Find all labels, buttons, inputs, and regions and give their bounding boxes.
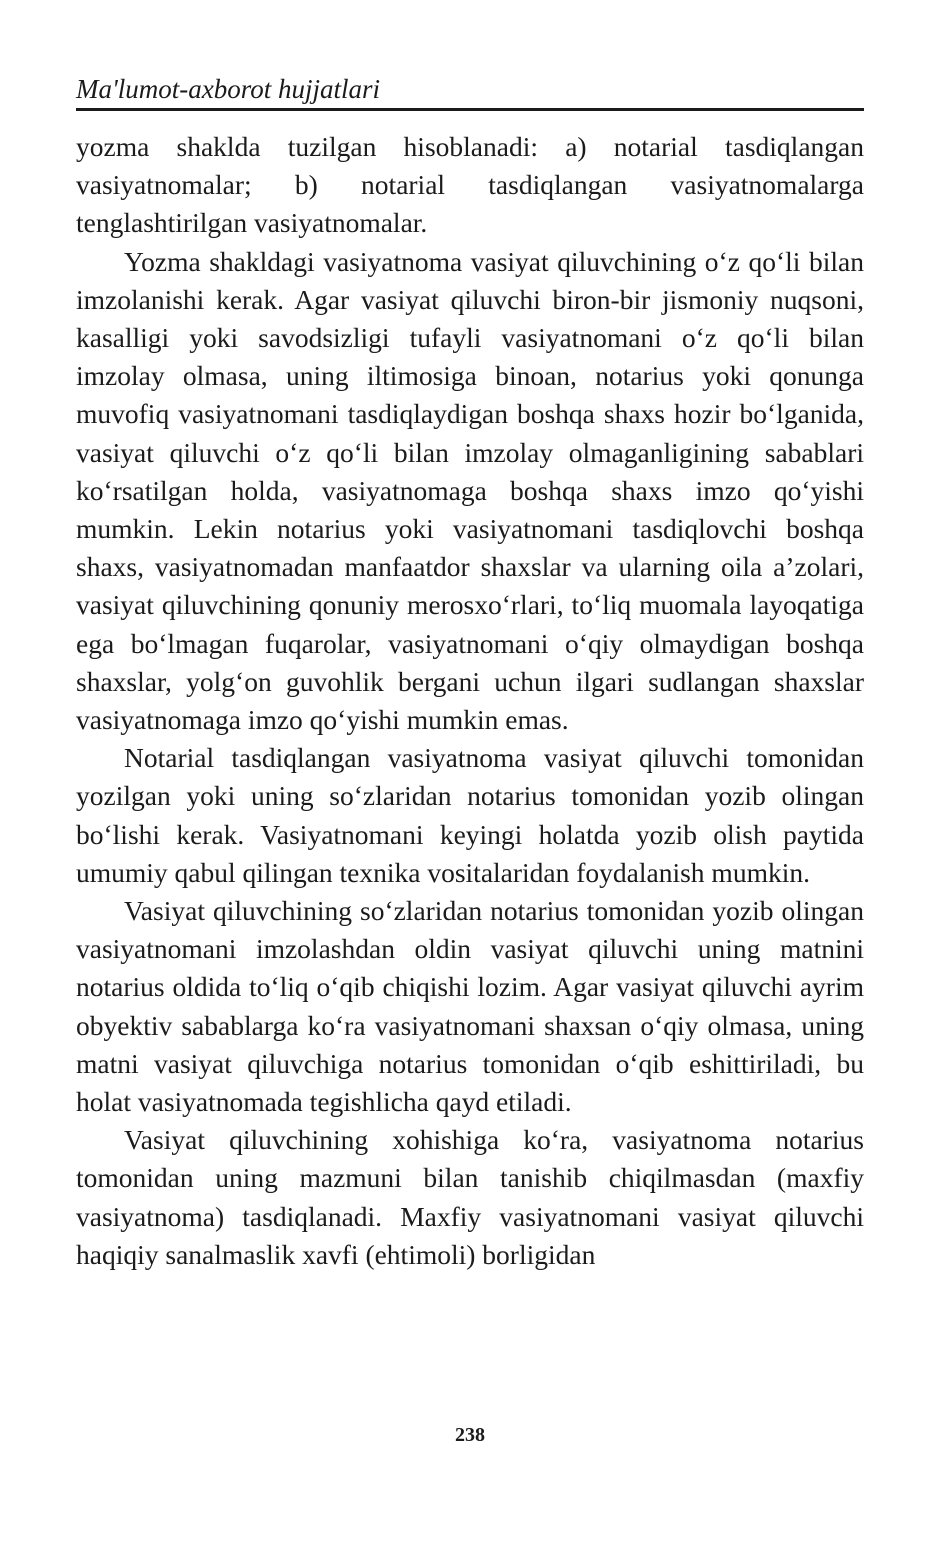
book-page: [76, 0, 864, 1549]
paragraph-notarial-will: Notarial tasdiqlangan vasiyatnoma vasiyat qiluvchi tomonidan yozilgan yoki uning so‘zlaridan notarius tomonidan yozib olingan bo‘lishi kerak. Vasiyatnomani keyingi holatda yozib olish paytida umumiy qabul qilingan texnika vositalaridan foydalanish mumkin.: [76, 742, 864, 888]
header-rule: [76, 108, 864, 111]
paragraph-written-will-signature: Yozma shakldagi vasiyatnoma vasiyat qiluvchining o‘z qo‘li bilan imzolanishi kerak. Agar vasiyat qiluvchi biron-bir jismoniy nuqsoni, kasalligi yoki savodsizligi tufayli vasiyatnomani o‘z qo‘li bilan imzolay olmasa, uning iltimosiga binoan, notarius yoki qonunga muvofiq vasiyatnomani tasdiqlaydigan boshqa shaxs hozir bo‘lganida, vasiyat qiluvchi o‘z qo‘li bilan imzolay olmaganligining sabablari ko‘rsatilgan holda, vasiyatnomaga boshqa shaxs imzo qo‘yishi mumkin. Lekin notarius yoki vasiyatnomani tasdiqlovchi boshqa shaxs, vasiyatnomadan manfaatdor shaxslar va ularning oila a’zolari, vasiyat qiluvchining qonuniy merosxo‘rlari, to‘liq muomala layoqatiga ega bo‘lmagan fuqarolar, vasiyatnomani o‘qiy olmaydigan boshqa shaxslar, yolg‘on guvohlik bergani uchun ilgari sudlangan shaxslar vasiyatnomaga imzo qo‘yishi mumkin emas.: [76, 245, 864, 736]
paragraph-continuation: yozma shaklda tuzilgan hisoblanadi: a) notarial tasdiqlangan vasiyatnomalar; b) notarial tasdiqlangan vasiyatnomalarga tenglashtirilgan vasiyatnomalar.: [76, 131, 864, 239]
paragraph-secret-will: Vasiyat qiluvchining xohishiga ko‘ra, vasiyatnoma notarius tomonidan uning mazmuni bilan tanishib chiqilmasdan (maxfiy vasiyatnoma) tasdiqlanadi. Maxfiy vasiyatnomani vasiyat qiluvchi haqiqiy sanalmaslik xavfi (ehtimoli) borligidan: [76, 1124, 864, 1270]
body-text: [76, 128, 864, 1274]
running-head-title: Ma'lumot-axborot hujjatlari: [76, 74, 381, 104]
page-number: 238: [455, 1424, 485, 1446]
paragraph-reading-will: Vasiyat qiluvchining so‘zlaridan notarius tomonidan yozib olingan vasiyatnomani imzolashdan oldin vasiyat qiluvchi uning matnini notarius oldida to‘liq o‘qib chiqishi lozim. Agar vasiyat qiluvchi ayrim obyektiv sabablarga ko‘ra vasiyatnomani shaxsan o‘qiy olmasa, uning matni vasiyat qiluvchiga notarius tomonidan o‘qib eshittiriladi, bu holat vasiyatnomada tegishlicha qayd etiladi.: [76, 895, 864, 1118]
